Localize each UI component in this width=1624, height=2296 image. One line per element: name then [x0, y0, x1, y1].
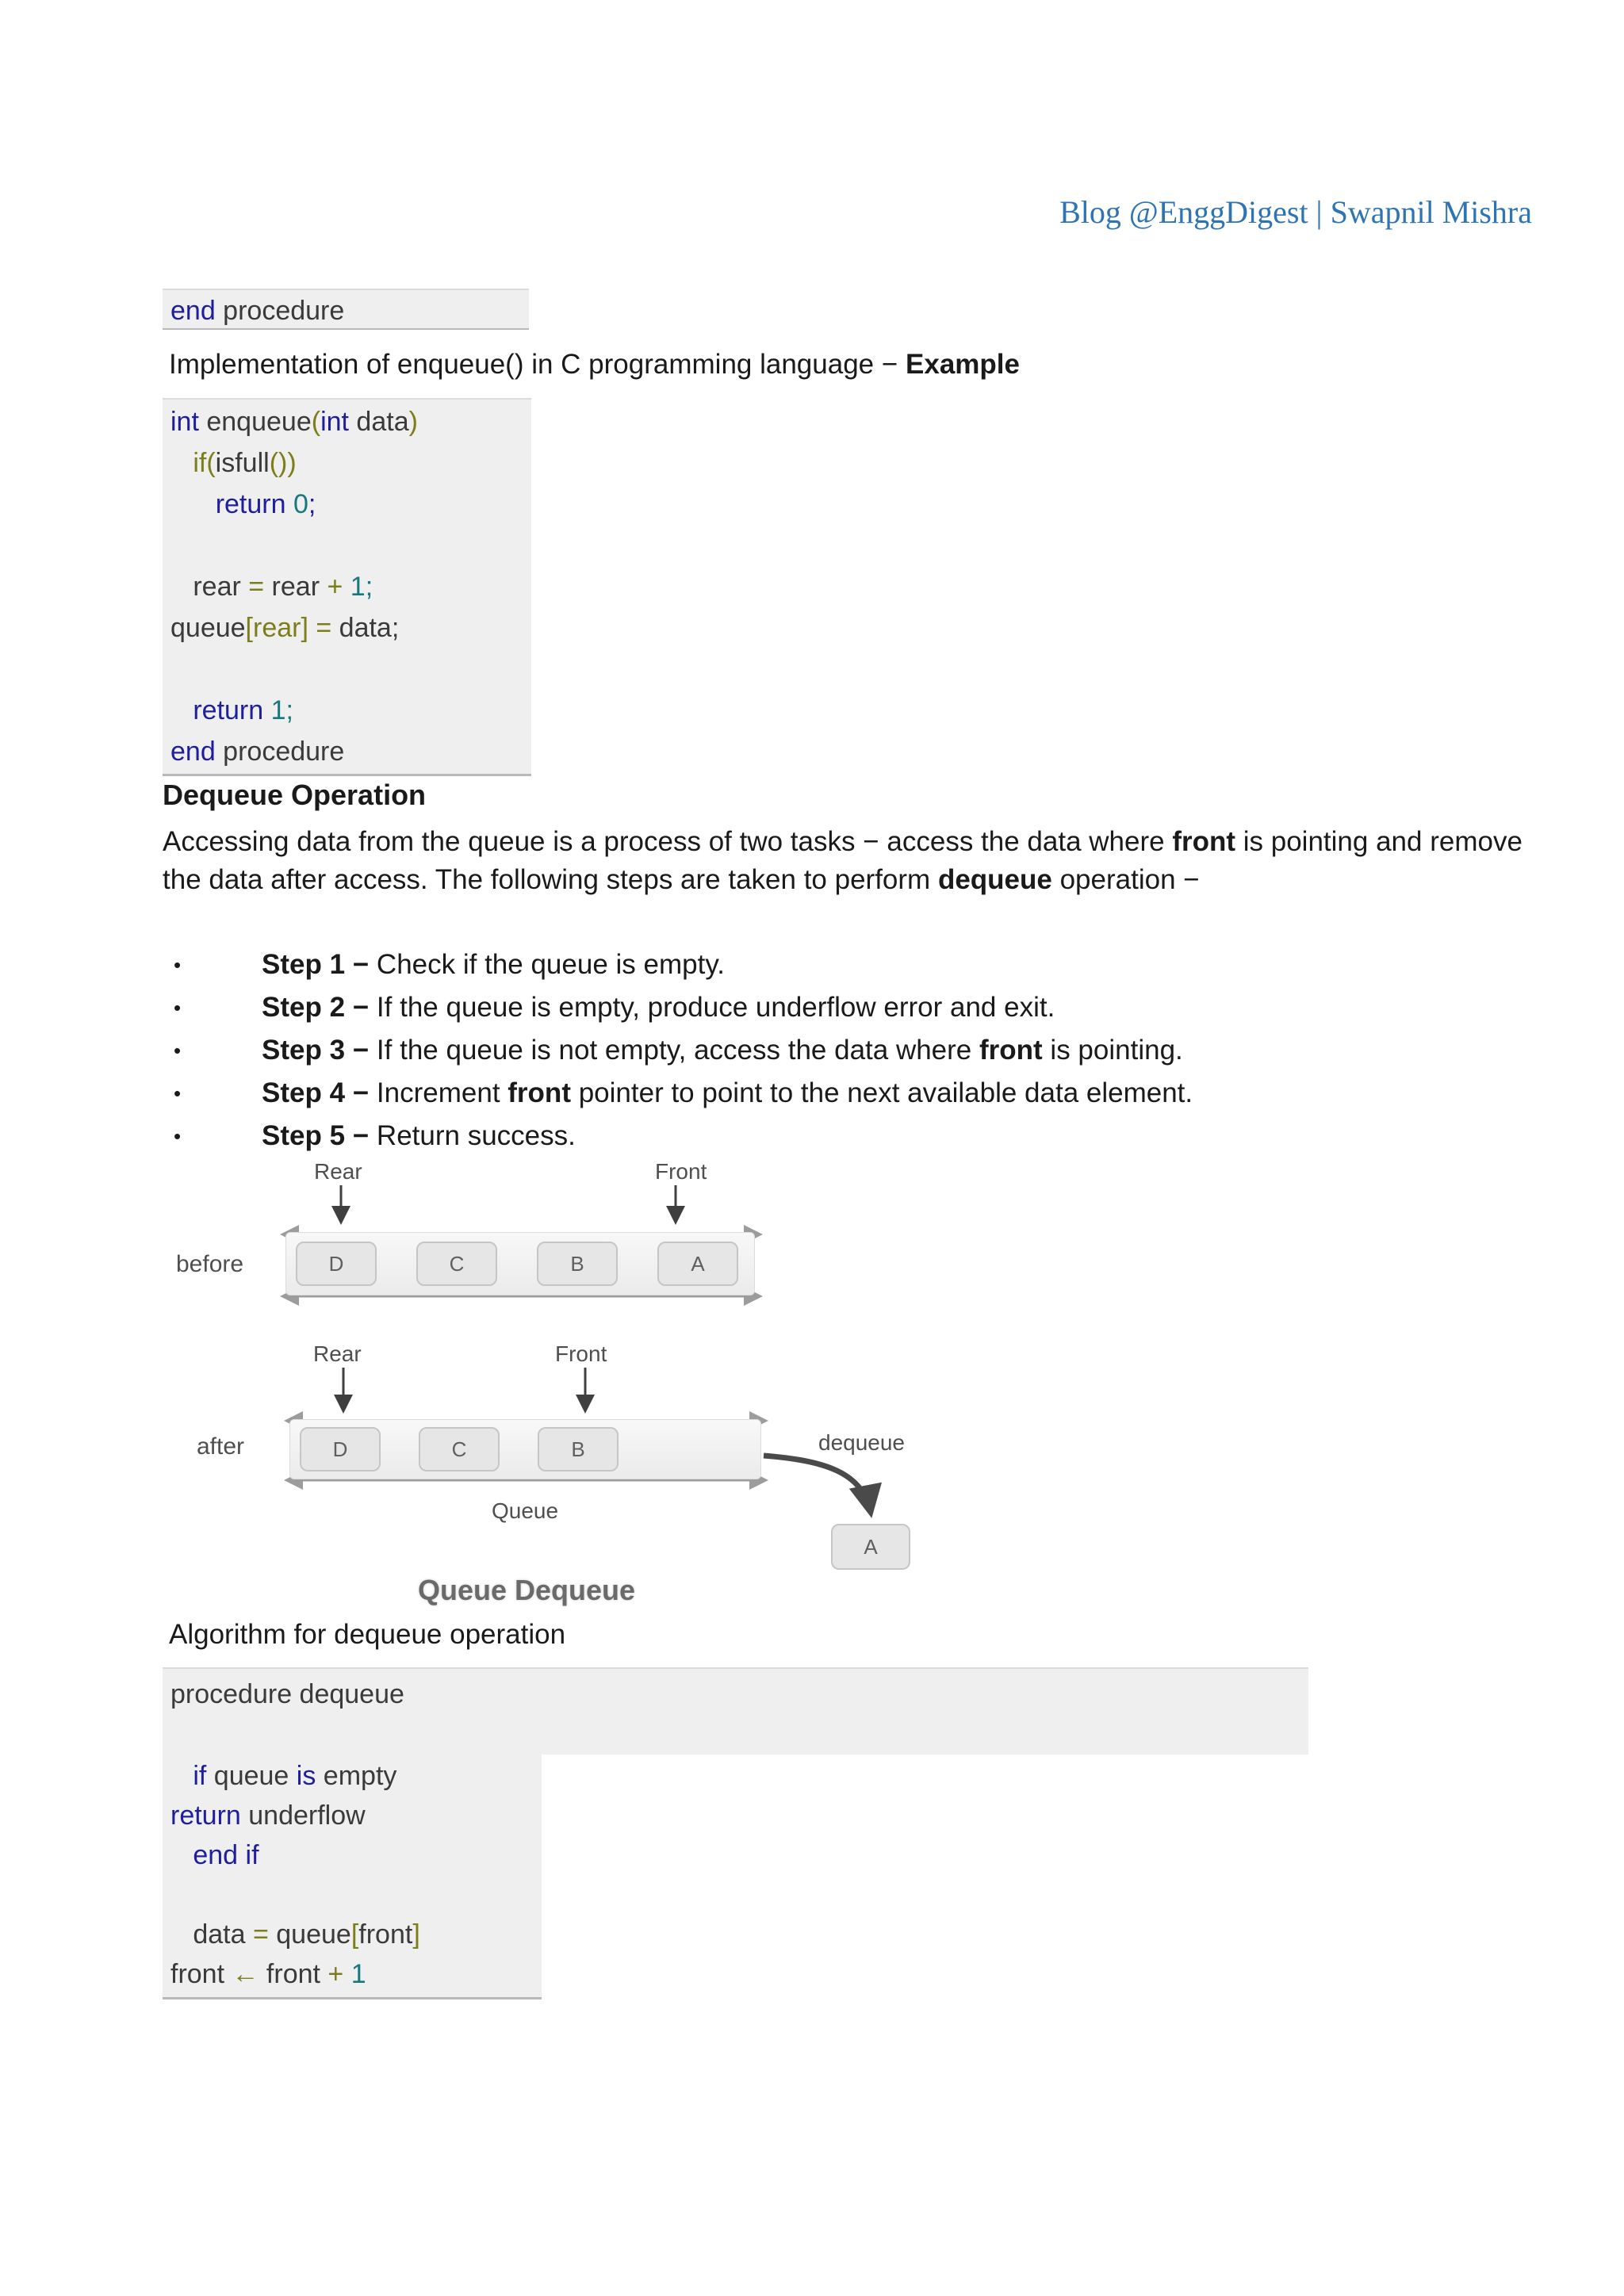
code-token: return	[215, 489, 286, 519]
text-segment: Implementation of enqueue() in C programming language −	[169, 349, 906, 380]
after-row-label: after	[197, 1433, 245, 1460]
step-bold-segment: front	[508, 1077, 571, 1108]
code-token: end	[170, 737, 216, 767]
code-token: 1	[350, 1959, 366, 1989]
step-bold-segment: Step 4 −	[262, 1077, 377, 1108]
code-block-dequeue-header	[163, 1667, 1308, 1755]
code-token: front	[170, 1959, 232, 1989]
code-token: front	[259, 1959, 328, 1989]
code-block-dequeue-body	[163, 1755, 542, 1999]
code-token: (	[311, 407, 321, 437]
queue-cell: B	[538, 1427, 619, 1471]
step-bold-segment: Step 2 −	[262, 992, 377, 1023]
code-token: +	[327, 572, 343, 602]
code-token: 1	[270, 695, 286, 725]
step-text-segment: Increment	[376, 1077, 508, 1108]
step-list-item	[163, 943, 1558, 986]
bullet-icon: •	[174, 1124, 182, 1148]
implementation-title	[169, 349, 1020, 381]
code-token: [rear]	[245, 613, 308, 643]
code-token: int	[170, 407, 199, 437]
code-token	[170, 489, 216, 519]
code-token: rear	[264, 572, 327, 602]
queue-diagram-arrows	[143, 1142, 1094, 1633]
step-text-segment: Return success.	[376, 1120, 576, 1151]
code-token: ]	[412, 1919, 420, 1950]
code-line	[170, 566, 531, 607]
code-token: empty	[316, 1761, 397, 1791]
code-line	[170, 1835, 542, 1875]
queue-cell: D	[300, 1427, 381, 1471]
rear-label-before: Rear	[314, 1159, 362, 1184]
code-token: )	[408, 407, 418, 437]
queue-track-after	[289, 1419, 761, 1479]
code-line	[170, 1674, 1308, 1715]
code-token	[170, 1761, 193, 1791]
code-token: return	[193, 695, 264, 725]
code-token: [	[350, 1919, 359, 1950]
code-token	[170, 1840, 193, 1870]
code-token: queue	[268, 1919, 351, 1950]
step-list-item	[163, 986, 1558, 1029]
code-token: queue	[206, 1761, 297, 1791]
code-token	[263, 695, 270, 725]
code-token: front	[358, 1919, 413, 1950]
queue-track-before	[285, 1232, 755, 1295]
step-text-segment: is pointing.	[1042, 1035, 1183, 1066]
code-token: ())	[269, 448, 297, 478]
code-token: if	[193, 1761, 207, 1791]
code-token: enqueue	[198, 407, 312, 437]
code-token	[286, 489, 293, 519]
code-token: procedure dequeue	[170, 1679, 404, 1709]
code-line	[170, 649, 531, 690]
code-token: if(	[193, 448, 216, 478]
code-token: =	[252, 1919, 269, 1950]
page-credit: Blog @EnggDigest | Swapnil Mishra	[1059, 194, 1532, 230]
code-token	[170, 448, 193, 478]
queue-cell: C	[416, 1242, 497, 1286]
front-label-after: Front	[555, 1341, 607, 1366]
code-token: return	[170, 1800, 241, 1831]
queue-label: Queue	[492, 1498, 559, 1523]
code-line	[170, 1875, 542, 1915]
algorithm-title: Algorithm for dequeue operation	[169, 1619, 566, 1650]
code-line	[170, 690, 531, 731]
code-token: 0	[293, 489, 308, 519]
code-token: ;	[391, 613, 400, 643]
code-line	[170, 401, 531, 442]
step-text-segment: Check if the queue is empty.	[376, 949, 725, 980]
code-token: =	[248, 572, 265, 602]
bullet-icon: •	[174, 996, 182, 1020]
dequeue-label: dequeue	[818, 1430, 906, 1455]
code-line	[170, 731, 531, 772]
code-token: int	[320, 407, 349, 437]
step-list-item	[163, 1072, 1558, 1115]
rear-label-after: Rear	[313, 1341, 362, 1366]
code-token: data	[170, 1919, 253, 1950]
code-line	[170, 1915, 542, 1954]
code-token: rear	[170, 572, 249, 602]
code-token	[343, 1959, 350, 1989]
code-token: ;	[285, 695, 293, 725]
code-block-end-procedure	[163, 289, 529, 330]
code-token: end	[170, 296, 216, 326]
code-token: procedure	[215, 296, 345, 326]
dequeued-cell: A	[831, 1524, 910, 1570]
bullet-icon: •	[174, 953, 182, 977]
step-bold-segment: Step 5 −	[262, 1120, 377, 1151]
code-token	[170, 695, 193, 725]
bullet-icon: •	[174, 1081, 182, 1105]
diagram-caption: Queue Dequeue	[418, 1574, 636, 1606]
bold-text-segment: dequeue	[937, 864, 1052, 895]
step-bold-segment: Step 3 −	[262, 1035, 377, 1066]
step-text-segment: If the queue is empty, produce underflow error and exit.	[376, 992, 1055, 1023]
step-text-segment: pointer to point to the next available data element.	[570, 1077, 1193, 1108]
code-token: +	[327, 1959, 344, 1989]
step-text-segment: If the queue is not empty, access the data where	[376, 1035, 979, 1066]
dequeue-paragraph	[163, 823, 1534, 899]
code-token: end if	[193, 1840, 259, 1870]
text-segment: is pointing and remove the data after access. The following steps are taken to perform	[163, 826, 1522, 895]
text-segment: Accessing data from the queue is a process of two tasks − access the data where	[163, 826, 1173, 857]
code-line	[170, 525, 531, 566]
step-bold-segment: Step 1 −	[262, 949, 377, 980]
code-line	[170, 484, 531, 525]
front-label-before: Front	[655, 1159, 707, 1184]
step-bold-segment: front	[979, 1035, 1043, 1066]
bold-text-segment: Example	[906, 349, 1020, 380]
step-list-item	[163, 1029, 1558, 1072]
bullet-icon: •	[174, 1039, 182, 1062]
before-row-label: before	[176, 1251, 244, 1277]
dequeue-steps-list	[163, 943, 1558, 1158]
code-token: procedure	[215, 737, 345, 767]
code-token: 1	[350, 572, 366, 602]
code-token: data	[348, 407, 409, 437]
code-token: =	[316, 613, 332, 643]
code-line	[170, 442, 531, 484]
section-heading-dequeue-operation: Dequeue Operation	[163, 779, 427, 811]
queue-cell: B	[537, 1242, 618, 1286]
code-line	[170, 290, 529, 331]
dequeue-curved-arrow	[764, 1456, 871, 1513]
code-token: ;	[308, 489, 316, 519]
code-line	[170, 1796, 542, 1835]
code-token: queue	[170, 613, 246, 643]
queue-cell: A	[657, 1242, 738, 1286]
bold-text-segment: front	[1172, 826, 1236, 857]
queue-cell: D	[296, 1242, 377, 1286]
code-token: data	[331, 613, 392, 643]
code-token	[343, 572, 350, 602]
code-block-enqueue	[163, 398, 531, 776]
code-line	[170, 1756, 542, 1796]
code-token: ←	[232, 1959, 259, 1989]
code-line	[170, 607, 531, 649]
code-token	[308, 613, 316, 643]
code-token: underflow	[240, 1800, 366, 1831]
code-token: is	[296, 1761, 316, 1791]
code-token: ;	[365, 572, 373, 602]
code-line	[170, 1954, 542, 1994]
code-token: isfull	[215, 448, 270, 478]
queue-cell: C	[419, 1427, 500, 1471]
text-segment: operation −	[1051, 864, 1200, 895]
